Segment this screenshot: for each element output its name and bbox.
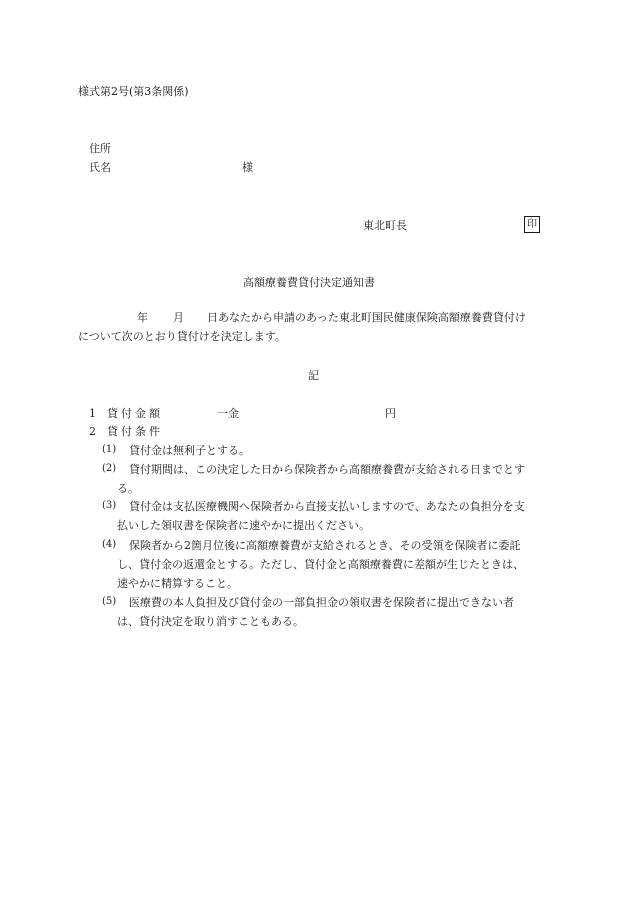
condition4-line2: し、貸付金の返還金とする。ただし、貸付金と高額療養費に差額が生じたときは、 [117, 558, 524, 571]
body-text-line1: 日あなたから申請のあった東北町国民健康保険高額療養費貸付け [207, 311, 526, 324]
issuer-title: 東北町長 [363, 219, 407, 232]
body-text-line2: について次のとおり貸付けを決定します。 [78, 330, 286, 343]
item1-number: 1 [89, 407, 96, 420]
condition5-line2: は、貸付決定を取り消すこともある。 [117, 615, 304, 628]
condition1-number: (1) [102, 444, 117, 455]
seal-mark: 印 [524, 216, 540, 233]
honorific-sama: 様 [242, 161, 253, 174]
address-label: 住所 [89, 142, 111, 155]
condition3-number: (3) [102, 500, 117, 511]
document-title: 高額療養費貸付決定通知書 [243, 276, 375, 289]
condition4-number: (4) [102, 539, 117, 550]
condition2-number: (2) [102, 463, 117, 474]
condition3-line2: 払いした領収書を保険者に速やかに提出ください。 [117, 519, 370, 532]
item1-unit: 円 [385, 407, 396, 420]
item1-amount-prefix: 一金 [217, 407, 239, 420]
item1-label: 貸付金額 [107, 407, 163, 420]
item2-label: 貸付条件 [107, 425, 163, 438]
condition1-line1: 貸付金は無利子とする。 [129, 444, 250, 457]
condition3-line1: 貸付金は支払医療機関へ保険者から直接支払いしますので、あなたの負担分を支 [129, 500, 525, 513]
condition4-line1: 保険者から2箇月位後に高額療養費が支給されるとき、その受領を保険者に委託 [129, 539, 521, 552]
form-number: 様式第2号(第3条関係) [78, 85, 189, 98]
condition2-line2: る。 [117, 482, 139, 495]
name-label: 氏名 [89, 161, 111, 174]
ki-heading: 記 [308, 369, 319, 382]
condition2-line1: 貸付期間は、この決定した日から保険者から高額療養費が支給される日までとす [129, 463, 525, 476]
item2-number: 2 [89, 425, 96, 438]
condition5-line1: 医療費の本人負担及び貸付金の一部負担金の領収書を保険者に提出できない者 [129, 596, 514, 609]
date-month-label: 月 [173, 311, 184, 324]
condition4-line3: 速やかに精算すること。 [117, 577, 238, 590]
condition5-number: (5) [102, 596, 117, 607]
date-year-label: 年 [137, 311, 148, 324]
